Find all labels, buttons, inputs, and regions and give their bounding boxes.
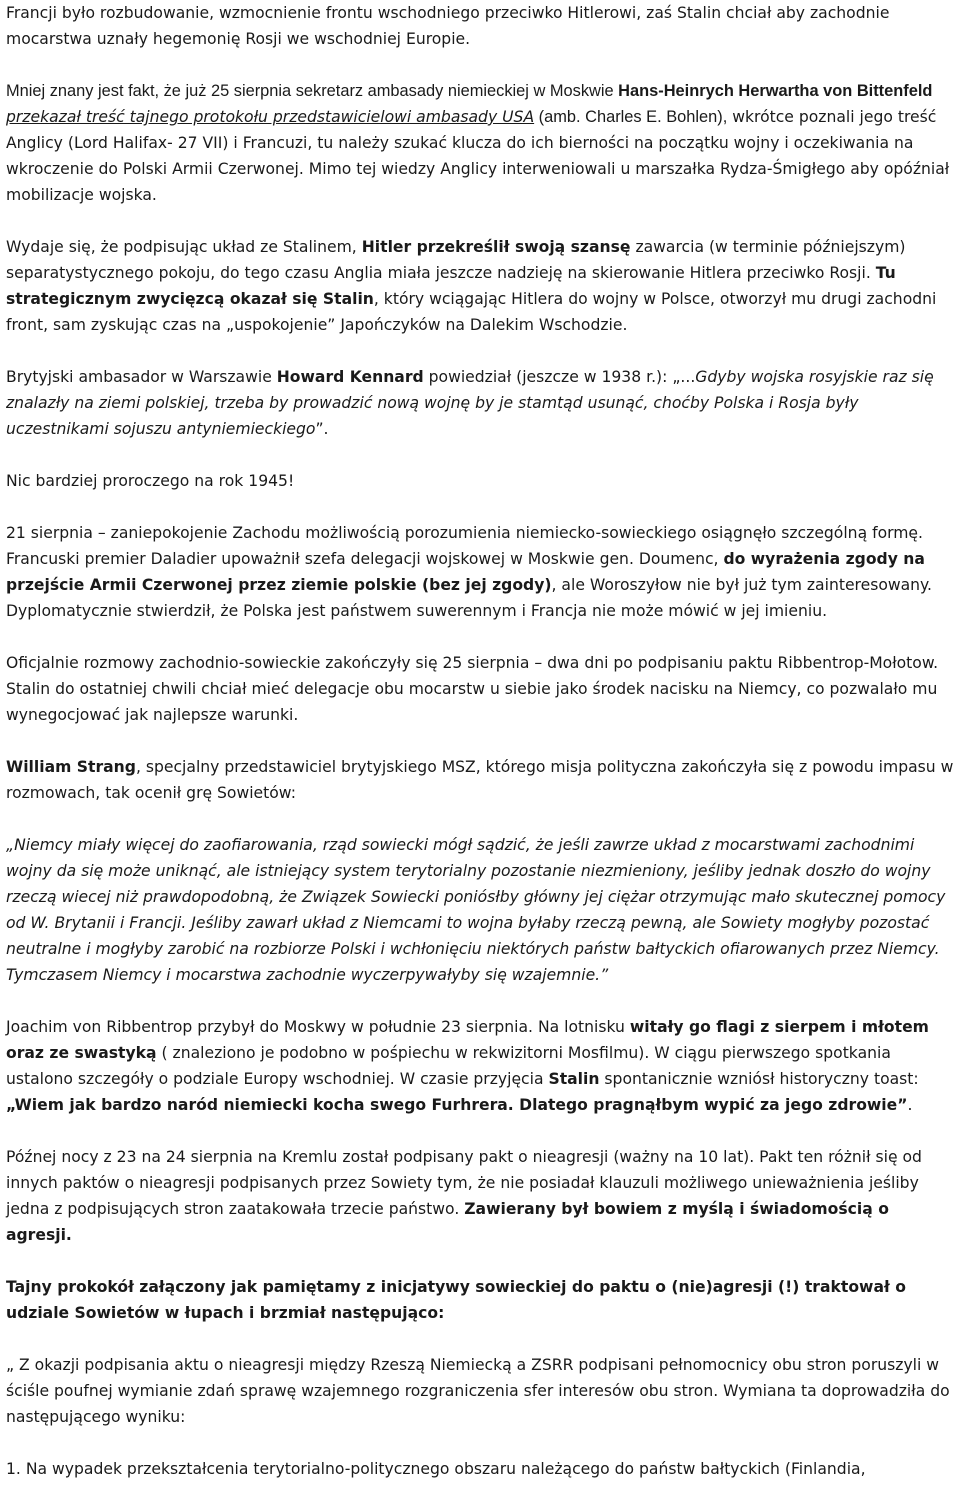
bold-toast: „Wiem jak bardzo naród niemiecki kocha swego Furhrera. Dlatego pragnąłbym wypić za jego zdrowie” xyxy=(6,1096,908,1114)
bold-text: witały go flagi z sierpem i młotem oraz ze swastyką xyxy=(6,1018,929,1062)
paragraph-strang-quote xyxy=(6,832,956,988)
text: , który wciągając Hitlera do wojny w Polsce, otworzył mu drugi zachodni front, sam zyskując czas na „uspokojenie” Japończyków na Dalekim Wschodzie. xyxy=(6,290,937,334)
text: 1. Na wypadek przekształcenia terytorialno-politycznego obszaru należącego do państw bałtyckich (Finlandia, xyxy=(6,1460,866,1478)
text: ”. xyxy=(315,420,329,438)
text: Joachim von Ribbentrop przybył do Moskwy w południe 23 sierpnia. Na lotnisku xyxy=(6,1018,630,1036)
paragraph-protocol-point-1 xyxy=(6,1456,956,1482)
paragraph-strang xyxy=(6,754,956,806)
text: Francji było rozbudowanie, wzmocnienie frontu wschodniego przeciwko Hitlerowi, zaś Stalin chciał aby zachodnie mocarstwa uznały hegemonię Rosji we wschodniej Europie. xyxy=(6,4,890,48)
bold-name-herwarth: Hans-Heinrych Herwartha von Bittenfeld xyxy=(618,82,933,100)
text: Oficjalnie rozmowy zachodnio-sowieckie zakończyły się 25 sierpnia – dwa dni po podpisaniu paktu Ribbentrop-Mołotow. Stalin do ostatniej chwili chciał mieć delegacje obu mocarstw u siebie jako środek nacisku na Niemcy, co pozwalało mu wynegocjować jak najlepsze warunki. xyxy=(6,654,939,724)
italic-quote: „Niemcy miały więcej do zaofiarowania, rząd sowiecki mógł sądzić, że jeśli zawrze układ z mocarstwami zachodnimi wojny da się może uniknąć, ale istniejący system terytorialny pozostanie niezmieniony, jeśliby jednak doszło do wojny rzeczą wiecej niż prawdopodobną, że Związek Sowiecki poniósłby główny jej ciężar otrzymując mało skutecznej pomocy od W. Brytanii i Francji. Jeśliby zawarł układ z Niemcami to wojna byłaby rzeczą pewną, ale Sowiety mogłyby pozostać neutralne i mogłyby zarobić na rozbiorze Polski i wchłonięciu niektórych państw bałtyckich ofiarowanych przez Niemcy. Tymczasem Niemcy i mocarstwa zachodnie wyczerpywałyby się wzajemnie.” xyxy=(6,836,946,984)
paragraph-august-21 xyxy=(6,520,956,624)
bold-name-kennard: Howard Kennard xyxy=(276,368,424,386)
paragraph-france-intro xyxy=(6,0,956,52)
text: spontanicznie wzniósł historyczny toast: xyxy=(599,1070,919,1088)
text: zawarcia (w terminie późniejszym) separatystycznego pokoju, do tego czasu Anglia miała jeszcze nadzieję na skierowanie Hitlera przeciwko Rosji. xyxy=(6,238,906,282)
document-page xyxy=(6,0,956,1508)
bold-text: Hitler przekreślił swoją szansę xyxy=(361,238,631,256)
bold-name-strang: William Strang xyxy=(6,758,136,776)
paragraph-ribbentrop-arrival xyxy=(6,1014,956,1118)
bold-text: Tu strategicznym zwycięzcą okazał się Stalin xyxy=(6,264,896,308)
paragraph-pact-signed xyxy=(6,1144,956,1248)
underlined-italic-text: przekazał treść tajnego protokołu przedstawicielowi ambasady USA xyxy=(6,108,535,126)
paragraph-kennard-quote xyxy=(6,364,956,442)
text: , ale Woroszyłow nie był już tym zainteresowany. Dyplomatycznie stwierdził, że Polska jest państwem suwerennym i Francja nie może mówić w jej imieniu. xyxy=(6,576,933,620)
text: , specjalny przedstawiciel brytyjskiego MSZ, którego misja polityczna zakończyła się z powodu impasu w rozmowach, tak ocenił grę Sowietów: xyxy=(6,758,954,802)
text: 21 sierpnia – zaniepokojenie Zachodu możliwością porozumienia niemiecko-sowieckiego osiągnęło szczególną formę. Francuski premier Daladier upoważnił szefa delegacji wojskowej w Moskwie gen. Doumenc, xyxy=(6,524,923,568)
paragraph-secret-protocol-leak xyxy=(6,78,956,208)
text: Mniej znany jest fakt, że już 25 sierpnia sekretarz ambasady niemieckiej w Moskwie xyxy=(6,82,619,100)
paragraph-hitler-stalin xyxy=(6,234,956,338)
text: „ Z okazji podpisania aktu o nieagresji między Rzeszą Niemiecką a ZSRR podpisani pełnomocnicy obu stron poruszyli w ściśle poufnej wymianie zdań sprawę wzajemnego rozgraniczenia sfer interesów obu stron. Wymiana ta doprowadziła do następującego wyniku: xyxy=(6,1356,950,1426)
text: Nic bardziej proroczego na rok 1945! xyxy=(6,472,295,490)
text: Brytyjski ambasador w Warszawie xyxy=(6,368,277,386)
italic-quote: Gdyby wojska rosyjskie raz się znalazły na ziemi polskiej, trzeba by prowadzić nową wojnę by je stamtąd usunąć, choćby Polska i Rosja były uczestnikami sojuszu antyniemieckiego xyxy=(6,368,934,438)
paragraph-talks-ended xyxy=(6,650,956,728)
text: wkrótce poznali jego treść Anglicy (Lord Halifax- 27 VII) i Francuzi, tu należy szukać klucza do ich bierności na początku wojny i oczekiwania na wkroczenie do Polski Armii Czerwonej. Mimo tej wiedzy Anglicy interweniowali u marszałka Rydza-Śmigłego aby opóźniał mobilizacje wojska. xyxy=(6,108,950,204)
text: (amb. Charles E. Bohlen), xyxy=(534,108,728,126)
paragraph-protocol-text xyxy=(6,1352,956,1430)
bold-text: do wyrażenia zgody na przejście Armii Czerwonej przez ziemie polskie (bez jej zgody) xyxy=(6,550,925,594)
bold-text: Zawierany był bowiem z myślą i świadomością o agresji. xyxy=(6,1200,889,1244)
text: ( znaleziono je podobno w pośpiechu w rekwizitorni Mosfilmu). W ciągu pierwszego spotkania ustalono szczegóły o podziale Europy wschodniej. W czasie przyjęcia xyxy=(6,1044,891,1088)
paragraph-prophetic xyxy=(6,468,956,494)
text: . xyxy=(907,1096,913,1114)
text: Wydaje się, że podpisując układ ze Stalinem, xyxy=(6,238,362,256)
paragraph-secret-protocol-heading xyxy=(6,1274,956,1326)
text: powiedział (jeszcze w 1938 r.): „... xyxy=(423,368,696,386)
bold-name-stalin: Stalin xyxy=(548,1070,600,1088)
bold-text: Tajny prokokół załączony jak pamiętamy z inicjatywy sowieckiej do paktu o (nie)agresji (!) traktował o udziale Sowietów w łupach i brzmiał następująco: xyxy=(6,1278,906,1322)
text: Późnej nocy z 23 na 24 sierpnia na Kremlu został podpisany pakt o nieagresji (ważny na 10 lat). Pakt ten różnił się od innych paktów o nieagresji podpisanych przez Sowiety tym, że nie posiadał klauzuli możliwego unieważnienia jeśliby jedna z podpisujących stron zaatakowała trzecie państwo. xyxy=(6,1148,922,1218)
